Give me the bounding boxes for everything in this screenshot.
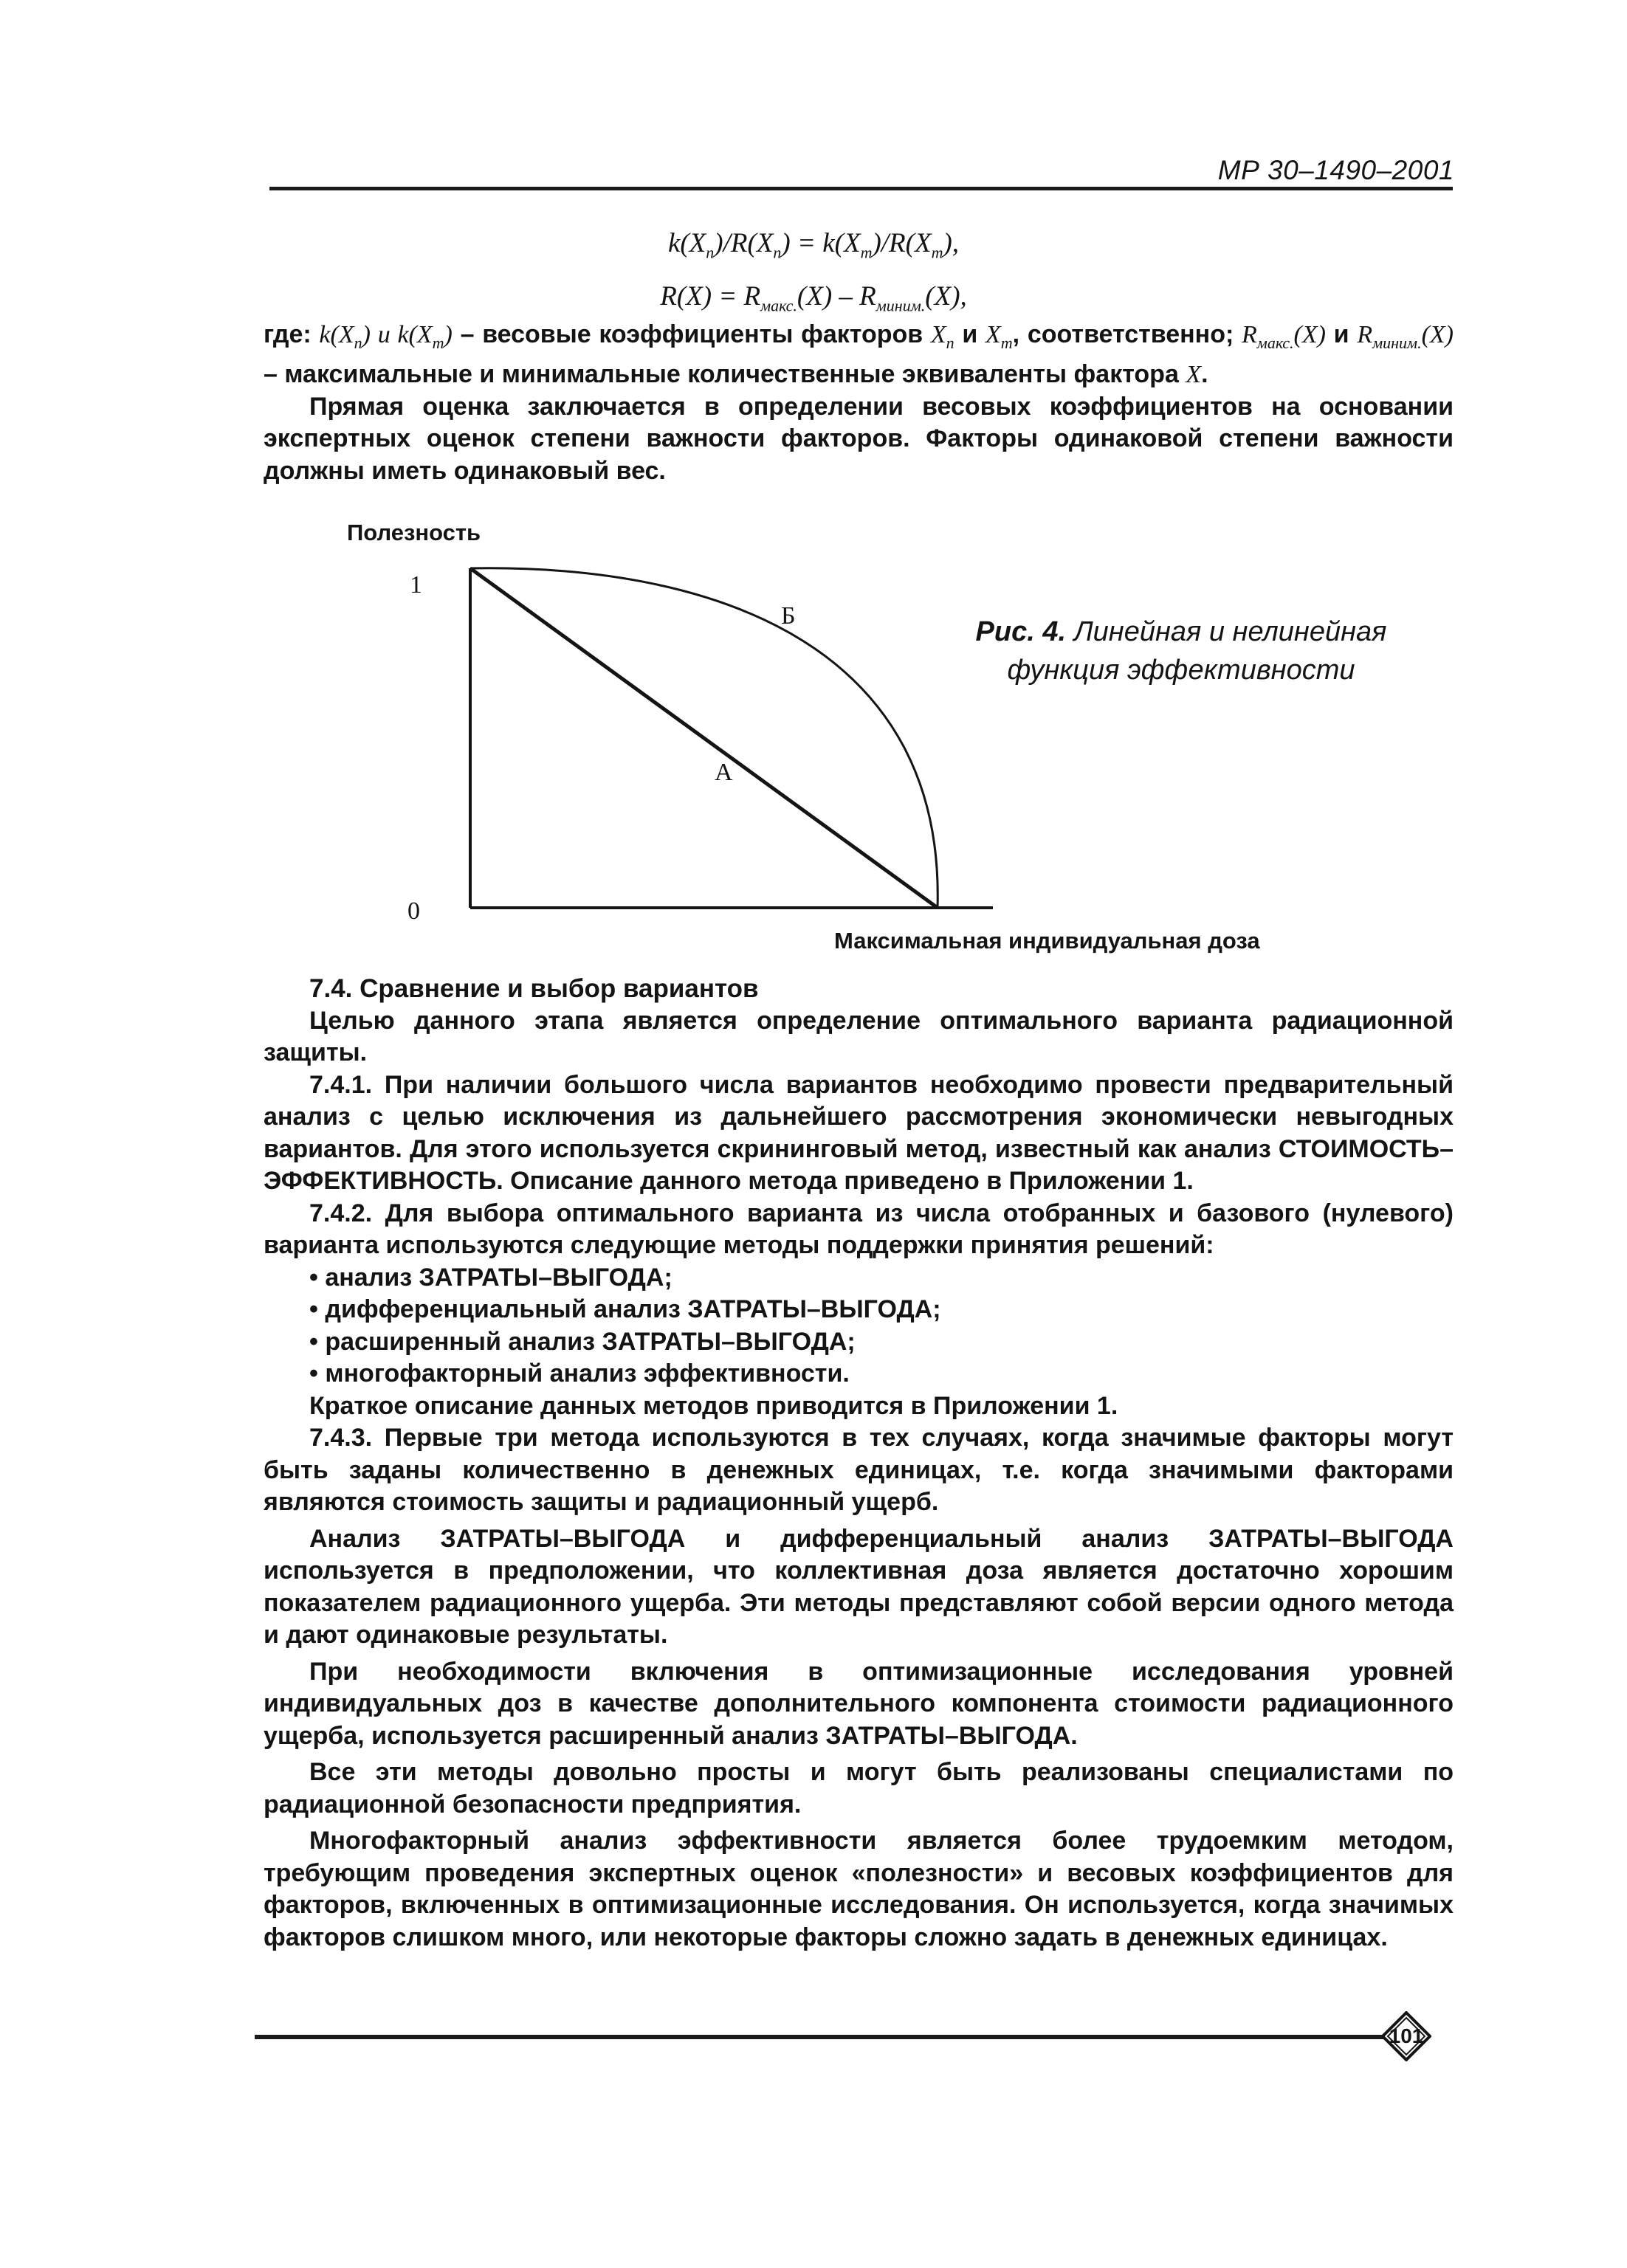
section-7-4 [264, 973, 1454, 1954]
formula-range: $R(X) = R_{макс.}(X) - R_{миним.}(X)$, [660, 281, 967, 315]
line-a-label: А [715, 759, 733, 786]
paragraph: Целью данного этапа является определение оптимального варианта радиационной защиты. [264, 1006, 1454, 1066]
paragraph: Все эти методы довольно просты и могут быть реализованы специалистами по радиационной безопасности предприятия. [264, 1758, 1454, 1819]
list-item: • многофакторный анализ эффективности. [264, 1358, 1454, 1390]
figure-number: Рис. 4. [975, 616, 1067, 647]
x-axis-label: Максимальная индивидуальная доза [834, 928, 1260, 954]
list-item: • расширенный анализ ЗАТРАТЫ–ВЫГОДА; [264, 1326, 1454, 1359]
paragraph: 7.4.1. При наличии большого числа вариантов необходимо провести предварительный анализ с целью исключения из дальнейшего рассмотрения экономически невыгодных вариантов. Для этого используется скрининговый метод, известный как анализ СТОИМОСТЬ–ЭФФЕКТИВНОСТЬ. Описание данного метода приведено в Приложении 1. [264, 1070, 1454, 1195]
figure-caption-text: Линейная и нелинейная функция эффективности [1007, 616, 1387, 686]
where-paragraph: где: $k(X_n)$ и $k(X_m)$ – весовые коэффициенты факторов $X_n$ и $X_m$, соответственно; $R_{макс.}(X)$ и $R_{миним.}(X)$ – максимальные и минимальные количественные эквиваленты фактора X. [264, 320, 1454, 389]
footer-rule [255, 2035, 1384, 2039]
paragraph: 7.4.2. Для выбора оптимального варианта из числа отобранных и базового (нулевого) варианта используются следующие методы поддержки принятия решений: [264, 1199, 1454, 1259]
chart-svg [325, 513, 1476, 956]
paragraph: При необходимости включения в оптимизационные исследования уровней индивидуальных доз в качестве дополнительного компонента стоимости радиационного ущерба, используется расширенный анализ ЗАТРАТЫ–ВЫГОДА. [264, 1657, 1454, 1750]
series-layer [470, 568, 938, 908]
page-number-badge [1381, 2011, 1431, 2061]
paragraph: 7.4.3. Первые три метода используются в тех случаях, когда значимые факторы могут быть заданы количественно в денежных единицах, т.е. когда значимыми факторами являются стоимость защиты и радиационный ущерб. [264, 1424, 1454, 1516]
curve-b-label: Б [781, 602, 796, 630]
y-tick-1: 1 [410, 571, 422, 599]
series-line-a [470, 568, 938, 908]
list-item: • дифференциальный анализ ЗАТРАТЫ–ВЫГОДА; [264, 1294, 1454, 1326]
formula-ratio: $k(X_n)/R(X_n) = k(X_m)/R(X_m)$, [667, 228, 960, 262]
figure-efficiency-function [325, 513, 1476, 956]
paragraph: Многофакторный анализ эффективности является более трудоемким методом, требующим проведения экспертных оценок «полезности» и весовых коэффициентов для факторов, включенных в оптимизационные исследования. Он используется, когда значимых факторов слишком много, или некоторые факторы сложно задать в денежных единицах. [264, 1827, 1454, 1951]
paragraph: Краткое описание данных методов приводится в Приложении 1. [309, 1391, 1118, 1420]
intro-text [264, 319, 1454, 487]
figure-caption [945, 613, 1417, 689]
section-heading: 7.4. Сравнение и выбор вариантов [309, 974, 759, 1003]
paragraph: Анализ ЗАТРАТЫ–ВЫГОДА и дифференциальный анализ ЗАТРАТЫ–ВЫГОДА используется в предположении, что коллективная доза является достаточно хорошим показателем радиационного ущерба. Эти методы представляют собой версии одного метода и дают одинаковые результаты. [264, 1524, 1454, 1649]
document-id: МР 30–1490–2001 [1217, 155, 1454, 185]
direct-estimate-paragraph: Прямая оценка заключается в определении весовых коэффициентов на основании экспертных оценок степени важности факторов. Факторы одинаковой степени важности должны иметь одинаковый вес. [264, 392, 1454, 485]
page-number: 101 [1389, 2024, 1424, 2047]
header-rule [269, 187, 1453, 190]
origin-label: 0 [407, 897, 420, 925]
y-axis-label: Полезность [347, 520, 481, 545]
list-item: • анализ ЗАТРАТЫ–ВЫГОДА; [264, 1262, 1454, 1295]
